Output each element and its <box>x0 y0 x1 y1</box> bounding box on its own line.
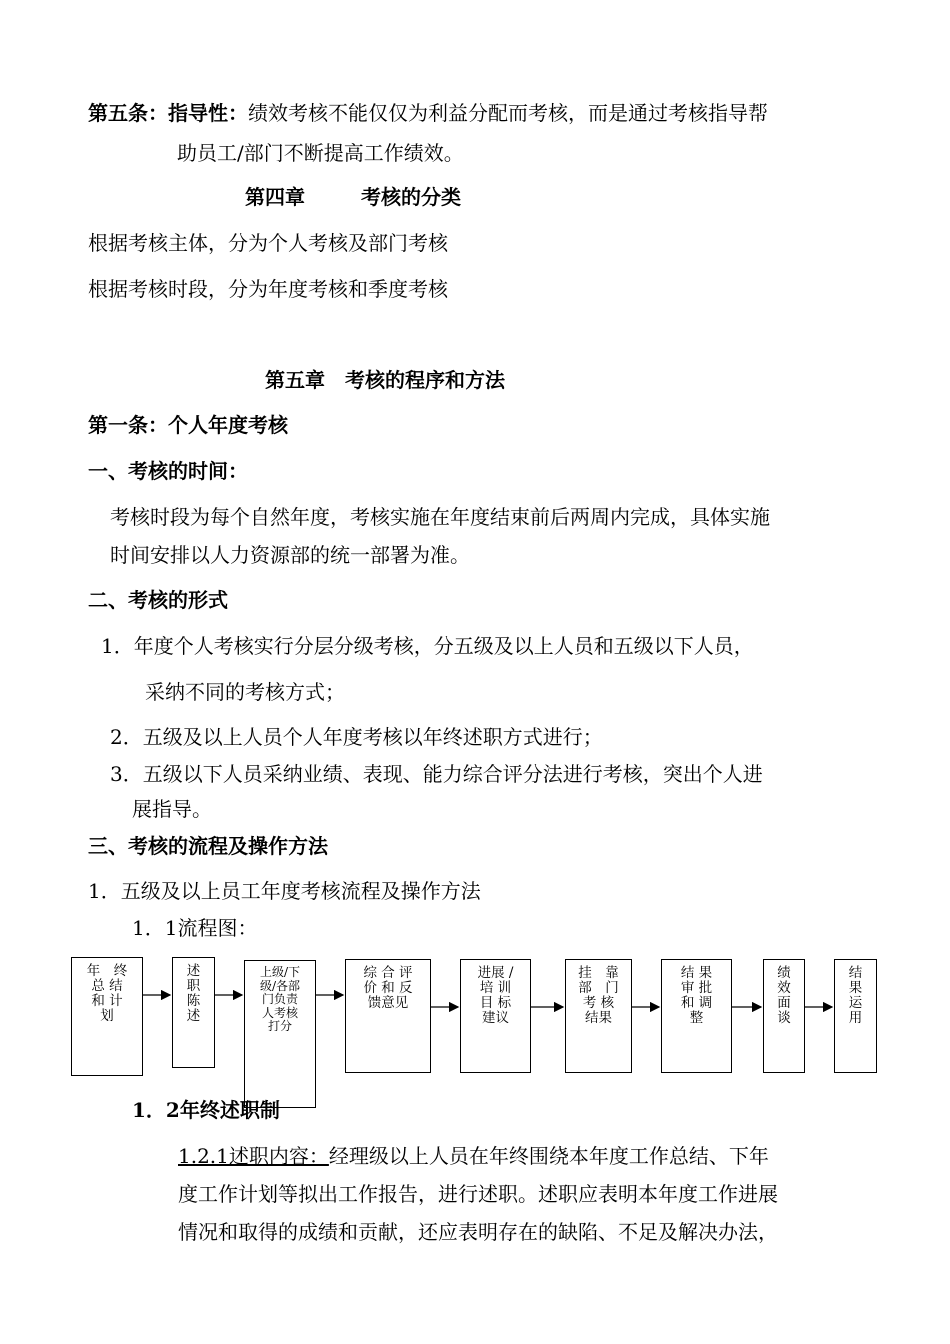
flow-step-5-text: 培 训 <box>479 980 512 996</box>
flow-step-2 <box>172 957 215 1068</box>
flow-step-4-text: 综 合 评 <box>363 965 413 981</box>
chapter5-title: 考核的程序和方法 <box>345 368 505 392</box>
flow-step-2-text: 述 <box>186 1008 201 1024</box>
flow-step-7-text: 整 <box>689 1010 704 1026</box>
flow-step-9-text: 用 <box>848 1010 863 1026</box>
chapter4-line-1: 根据考核主体，分为个人考核及部门考核 <box>88 231 448 255</box>
section2-title: 二、考核的形式 <box>88 588 228 612</box>
flow-step-1-text: 总 结 <box>91 978 123 994</box>
p121-line3: 情况和取得的成绩和贡献，还应表明存在的缺陷、不足及解决办法， <box>178 1220 778 1244</box>
flow-step-2-text: 职 <box>186 978 201 994</box>
flow-step-1-text: 年 终 <box>86 963 128 979</box>
flow-step-8-text: 谈 <box>777 1010 791 1026</box>
flow-step-4-text: 馈意见 <box>367 995 409 1011</box>
flow-step-7-text: 和 调 <box>680 995 713 1011</box>
flow-step-6-text: 挂 靠 <box>578 965 619 981</box>
flow-step-9-text: 运 <box>848 995 863 1011</box>
flow-step-3-text: 人考核 <box>261 1005 298 1020</box>
flow-step-5-text: 进展 / <box>477 965 514 981</box>
p121-line1 <box>178 1142 769 1170</box>
flow-step-3-text: 打分 <box>267 1019 292 1033</box>
flow-step-3-text: 门负责 <box>261 992 298 1006</box>
flow-step-6-text: 部 门 <box>578 980 619 996</box>
article1-title: 第一条：个人年度考核 <box>88 413 288 437</box>
flow-step-1 <box>71 957 143 1076</box>
flow-step-8 <box>763 959 805 1073</box>
flow-step-7-text: 结 果 <box>680 965 713 981</box>
flow-step-6 <box>565 959 632 1073</box>
flow-step-5-text: 建议 <box>482 1010 509 1026</box>
section3-title: 三、考核的流程及操作方法 <box>88 834 328 858</box>
flow-step-8-text: 面 <box>777 995 791 1011</box>
flow-step-5-text: 目 标 <box>479 995 512 1011</box>
article5-label: 第五条： <box>88 101 168 125</box>
section2-item1-line1: 1．年度个人考核实行分层分级考核，分五级及以上人员和五级以下人员， <box>101 634 754 658</box>
p121-text: 经理级以上人员在年终围绕本年度工作总结、下年 <box>328 1144 769 1168</box>
section2-item3-line2: 展指导。 <box>132 797 212 821</box>
flow-step-1-text: 和 计 <box>91 993 123 1009</box>
section2-item3-line1: 3．五级以下人员采纳业绩、表现、能力综合评分法进行考核，突出个人进 <box>110 762 763 786</box>
article5-line2: 助员工/部门不断提高工作绩效。 <box>177 141 464 165</box>
flow-step-8-text: 效 <box>777 980 791 996</box>
section1-line2: 时间安排以人力资源部的统一部署为准。 <box>110 543 470 567</box>
flow-step-3-text: 上级/下 <box>259 965 301 979</box>
flow-step-5 <box>460 959 531 1073</box>
flow-step-6-text: 考 核 <box>582 995 615 1011</box>
section3-sub1: 1．五级及以上员工年度考核流程及操作方法 <box>88 879 481 903</box>
p121-label: 1.2.1述职内容： <box>178 1144 329 1168</box>
section3-sub1-1: 1．1流程图： <box>132 916 258 940</box>
article5-text: 绩效考核不能仅仅为利益分配而考核，而是通过考核指导帮 <box>248 101 768 125</box>
flow-step-9-text: 果 <box>848 980 863 996</box>
flow-step-3-text: 级/各部 <box>259 978 301 993</box>
flow-step-8-text: 绩 <box>777 965 791 981</box>
article5-heading: 指导性： <box>168 101 248 125</box>
flow-step-7-text: 审 批 <box>680 980 713 996</box>
flow-step-9-text: 结 <box>848 965 863 981</box>
flow-step-4-text: 价 和 反 <box>363 980 413 996</box>
section1-title: 一、考核的时间： <box>88 459 248 483</box>
flow-step-6-text: 结果 <box>585 1010 612 1026</box>
flow-step-7 <box>661 959 732 1073</box>
flow-step-2-text: 述 <box>186 963 201 979</box>
flow-step-4 <box>345 959 431 1073</box>
p121-line2: 度工作计划等拟出工作报告，进行述职。述职应表明本年度工作进展 <box>178 1182 778 1206</box>
chapter4-title: 考核的分类 <box>361 185 461 209</box>
flow-step-1-text: 划 <box>100 1008 114 1024</box>
chapter4-number: 第四章 <box>245 185 305 209</box>
flow-step-3 <box>244 960 316 1108</box>
chapter5-number: 第五章 <box>265 368 325 392</box>
flow-step-9 <box>834 959 877 1073</box>
chapter4-line-2: 根据考核时段，分为年度考核和季度考核 <box>88 277 448 301</box>
section2-item1-line2: 采纳不同的考核方式； <box>145 680 345 704</box>
flow-step-2-text: 陈 <box>186 993 201 1009</box>
section1-line1: 考核时段为每个自然年度，考核实施在年度结束前后两周内完成，具体实施 <box>110 505 770 529</box>
section2-item2: 2．五级及以上人员个人年度考核以年终述职方式进行； <box>110 725 603 749</box>
section3-sub1-2: 1．2年终述职制 <box>132 1098 280 1122</box>
